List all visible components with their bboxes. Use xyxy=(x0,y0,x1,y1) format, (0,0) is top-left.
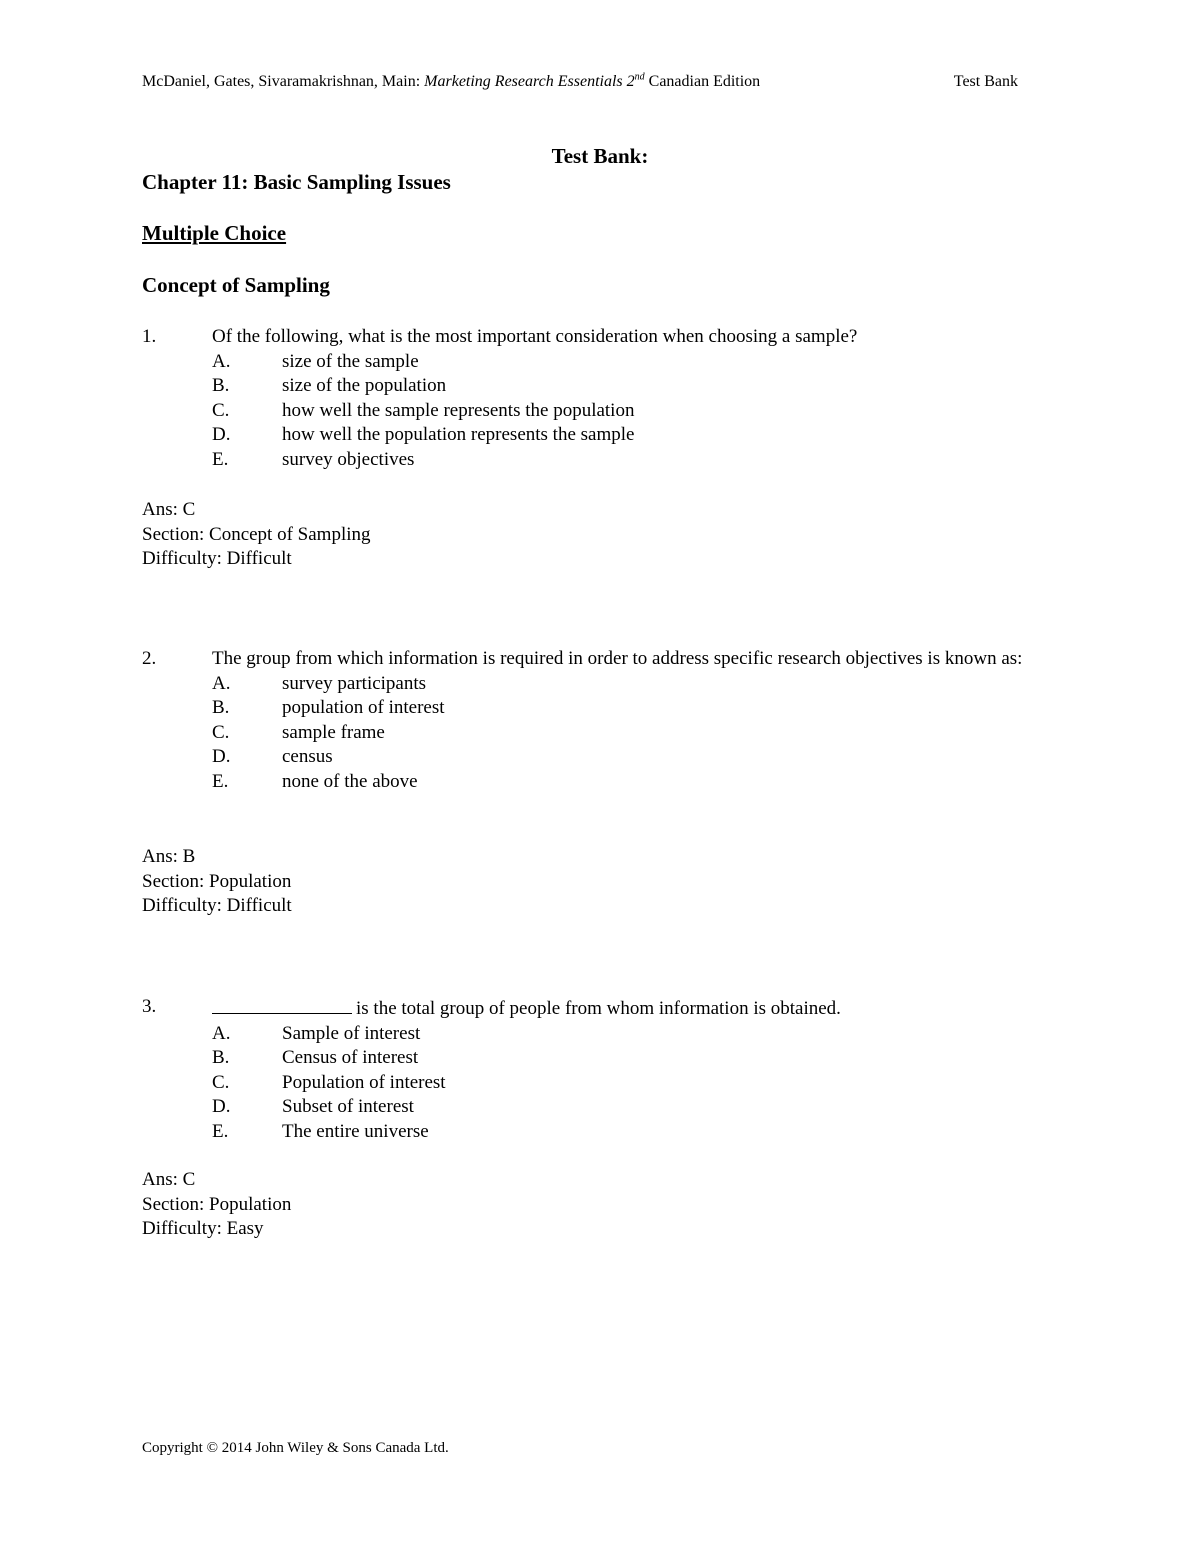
question-1 xyxy=(142,325,1062,473)
option-text: how well the sample represents the population xyxy=(282,399,635,421)
option-text: none of the above xyxy=(282,770,418,792)
option-letter: C. xyxy=(212,721,230,743)
option-letter: B. xyxy=(212,697,230,719)
option-text: size of the sample xyxy=(282,350,419,372)
option-text: survey participants xyxy=(282,672,427,694)
question-number: 1. xyxy=(142,326,157,347)
option-text: survey objectives xyxy=(282,448,415,470)
header-edition: Canadian Edition xyxy=(644,73,761,90)
section-text: Section: Population xyxy=(142,870,292,892)
option-letter: E. xyxy=(212,770,229,792)
header-authors: McDaniel, Gates, Sivaramakrishnan, Main: xyxy=(142,73,425,90)
option-b xyxy=(212,696,1062,721)
option-text: size of the population xyxy=(282,375,447,397)
question-stem: Of the following, what is the most important consideration when choosing a sample? xyxy=(212,326,858,347)
question-stem: is the total group of people from whom information is obtained. xyxy=(356,998,841,1019)
question-3-meta xyxy=(142,1168,291,1242)
difficulty-text: Difficulty: Difficult xyxy=(142,895,292,917)
header-book-info xyxy=(142,72,760,92)
option-a xyxy=(212,350,1062,375)
chapter-title: Chapter 11: Basic Sampling Issues xyxy=(142,170,451,194)
option-letter: C. xyxy=(212,1071,230,1093)
option-letter: A. xyxy=(212,1022,231,1044)
option-letter: C. xyxy=(212,399,230,421)
difficulty-text: Difficulty: Easy xyxy=(142,1218,264,1240)
section-text: Section: Concept of Sampling xyxy=(142,523,371,545)
option-a xyxy=(212,1022,1062,1047)
option-e xyxy=(212,1120,1062,1145)
option-text: Population of interest xyxy=(282,1071,446,1093)
option-text: population of interest xyxy=(282,697,445,719)
answer-text: Ans: C xyxy=(142,499,196,520)
option-e xyxy=(212,770,1062,795)
option-c xyxy=(212,399,1062,424)
option-d xyxy=(212,745,1062,770)
option-letter: D. xyxy=(212,424,231,446)
option-text: Census of interest xyxy=(282,1047,419,1069)
difficulty-text: Difficulty: Difficult xyxy=(142,548,292,570)
option-letter: E. xyxy=(212,1120,229,1142)
subsection-heading: Concept of Sampling xyxy=(142,273,330,297)
option-b xyxy=(212,1046,1062,1071)
option-letter: D. xyxy=(212,1096,231,1118)
option-c xyxy=(212,1071,1062,1096)
answer-text: Ans: C xyxy=(142,1169,196,1190)
copyright-footer: Copyright © 2014 John Wiley & Sons Canada Ltd. xyxy=(142,1440,449,1456)
header-book-title: Marketing Research Essentials 2 xyxy=(424,73,635,90)
question-stem: The group from which information is required in order to address specific research objectives is known as: xyxy=(212,648,1023,669)
question-3 xyxy=(142,995,1062,1145)
question-number: 3. xyxy=(142,996,157,1017)
option-letter: A. xyxy=(212,350,231,372)
question-number: 2. xyxy=(142,648,157,669)
question-2-meta xyxy=(142,845,292,919)
fill-in-blank xyxy=(212,995,352,1014)
section-heading: Multiple Choice xyxy=(142,221,287,245)
option-letter: E. xyxy=(212,448,229,470)
option-text: how well the population represents the sample xyxy=(282,424,635,446)
option-letter: B. xyxy=(212,375,230,397)
option-text: Subset of interest xyxy=(282,1096,414,1118)
header-edition-sup: nd xyxy=(634,71,645,83)
answer-text: Ans: B xyxy=(142,846,196,867)
option-text: sample frame xyxy=(282,721,385,743)
option-d xyxy=(212,423,1062,448)
page-title: Test Bank: xyxy=(551,144,649,168)
option-text: census xyxy=(282,746,333,768)
option-e xyxy=(212,448,1062,473)
option-text: The entire universe xyxy=(282,1120,429,1142)
header-test-bank: Test Bank xyxy=(953,73,1018,90)
option-b xyxy=(212,374,1062,399)
question-stem-container xyxy=(212,995,1052,1022)
section-text: Section: Population xyxy=(142,1193,292,1215)
question-1-meta xyxy=(142,498,371,572)
option-a xyxy=(212,672,1062,697)
option-letter: A. xyxy=(212,672,231,694)
option-c xyxy=(212,721,1062,746)
question-2 xyxy=(142,647,1062,795)
option-letter: D. xyxy=(212,746,231,768)
option-text: Sample of interest xyxy=(282,1022,421,1044)
option-letter: B. xyxy=(212,1047,230,1069)
option-d xyxy=(212,1095,1062,1120)
